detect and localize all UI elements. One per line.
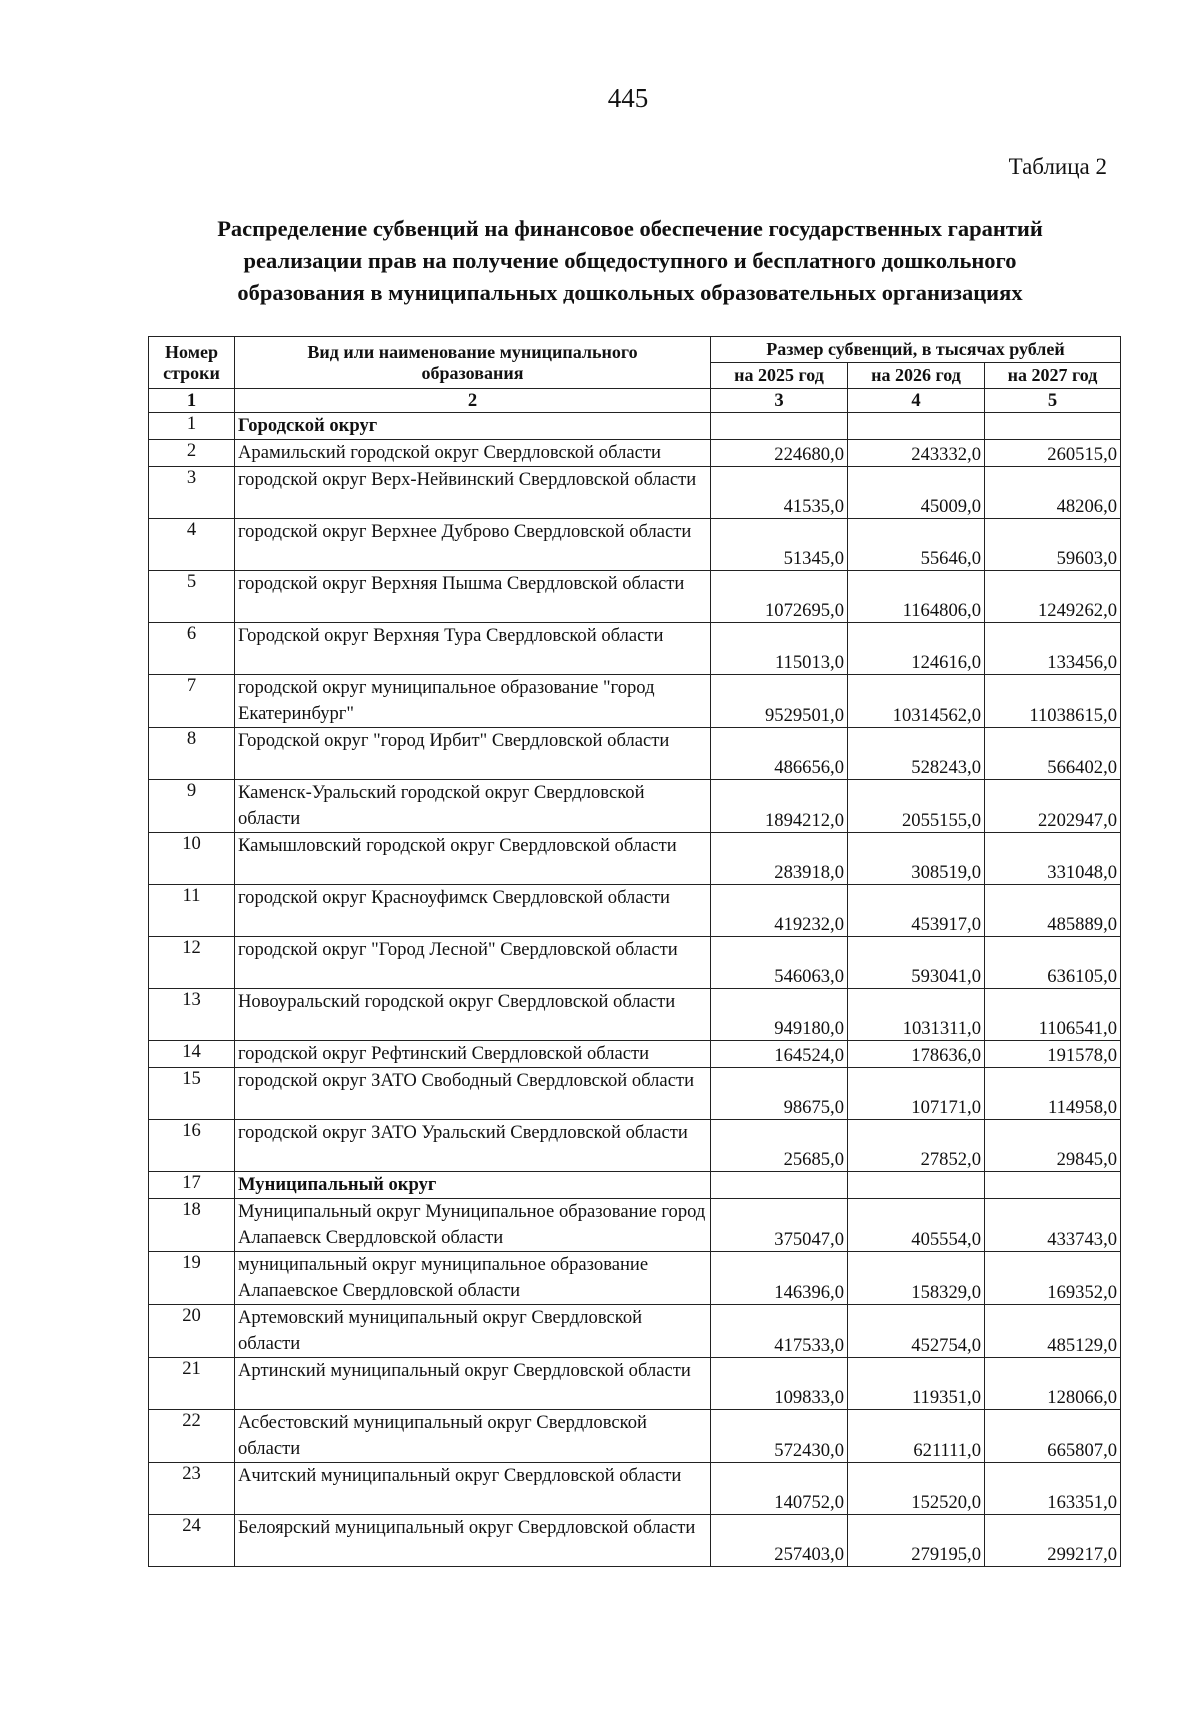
row-number-cell: 9 bbox=[149, 780, 235, 833]
amount-2027-cell: 114958,0 bbox=[985, 1068, 1121, 1120]
municipality-name-cell: Артинский муниципальный округ Свердловской области bbox=[235, 1358, 711, 1410]
row-number-cell: 1 bbox=[149, 413, 235, 440]
amount-2026-cell: 453917,0 bbox=[848, 885, 985, 937]
header-year-2026: на 2026 год bbox=[848, 363, 985, 389]
amount-2027-cell: 48206,0 bbox=[985, 467, 1121, 519]
municipality-name-cell: городской округ "Город Лесной" Свердловской области bbox=[235, 937, 711, 989]
amount-2025-cell: 486656,0 bbox=[711, 728, 848, 780]
amount-2026-cell: 27852,0 bbox=[848, 1120, 985, 1172]
table-row bbox=[149, 937, 1121, 989]
row-number-cell: 22 bbox=[149, 1410, 235, 1463]
header-year-2027: на 2027 год bbox=[985, 363, 1121, 389]
amount-2026-cell: 55646,0 bbox=[848, 519, 985, 571]
amount-2027-cell: 163351,0 bbox=[985, 1463, 1121, 1515]
table-row bbox=[149, 1410, 1121, 1463]
amount-2027-cell: 1249262,0 bbox=[985, 571, 1121, 623]
municipality-name-cell: городской округ ЗАТО Свободный Свердловской области bbox=[235, 1068, 711, 1120]
column-number: 5 bbox=[985, 389, 1121, 413]
amount-2027-cell: 485889,0 bbox=[985, 885, 1121, 937]
amount-2025-cell bbox=[711, 1172, 848, 1199]
row-number-cell: 10 bbox=[149, 833, 235, 885]
amount-2026-cell: 405554,0 bbox=[848, 1199, 985, 1252]
municipality-name-cell: городской округ Верхняя Пышма Свердловской области bbox=[235, 571, 711, 623]
amount-2027-cell: 2202947,0 bbox=[985, 780, 1121, 833]
table-label: Таблица 2 bbox=[1008, 154, 1107, 179]
header-municipality bbox=[235, 337, 711, 389]
amount-2026-cell: 107171,0 bbox=[848, 1068, 985, 1120]
table-row bbox=[149, 833, 1121, 885]
row-number-cell: 14 bbox=[149, 1041, 235, 1068]
amount-2027-cell bbox=[985, 1172, 1121, 1199]
row-number-cell: 11 bbox=[149, 885, 235, 937]
row-number-cell: 20 bbox=[149, 1305, 235, 1358]
row-number-cell: 7 bbox=[149, 675, 235, 728]
amount-2026-cell: 593041,0 bbox=[848, 937, 985, 989]
header-row-number bbox=[149, 337, 235, 389]
table-row bbox=[149, 1068, 1121, 1120]
header-amount-group: Размер субвенций, в тысячах рублей bbox=[711, 337, 1121, 363]
municipality-name-cell: Асбестовский муниципальный округ Свердловской области bbox=[235, 1410, 711, 1463]
table-row bbox=[149, 440, 1121, 467]
page-number: 445 bbox=[607, 83, 649, 113]
header-year-2025: на 2025 год bbox=[711, 363, 848, 389]
amount-2027-cell: 665807,0 bbox=[985, 1410, 1121, 1463]
municipality-name-cell: городской округ ЗАТО Уральский Свердловской области bbox=[235, 1120, 711, 1172]
amount-2026-cell: 2055155,0 bbox=[848, 780, 985, 833]
amount-2026-cell: 124616,0 bbox=[848, 623, 985, 675]
amount-2025-cell: 98675,0 bbox=[711, 1068, 848, 1120]
municipality-name-cell: городской округ Красноуфимск Свердловской области bbox=[235, 885, 711, 937]
document-title bbox=[140, 213, 1120, 309]
header-text: Номер bbox=[165, 341, 218, 362]
amount-2025-cell: 41535,0 bbox=[711, 467, 848, 519]
municipality-name-cell: Муниципальный округ Муниципальное образование город Алапаевск Свердловской области bbox=[235, 1199, 711, 1252]
table-row bbox=[149, 1305, 1121, 1358]
amount-2025-cell: 257403,0 bbox=[711, 1515, 848, 1567]
row-number-cell: 4 bbox=[149, 519, 235, 571]
municipality-name-cell: Новоуральский городской округ Свердловской области bbox=[235, 989, 711, 1041]
municipality-name-cell: городской округ муниципальное образование "город Екатеринбург" bbox=[235, 675, 711, 728]
row-number-cell: 12 bbox=[149, 937, 235, 989]
amount-2027-cell: 485129,0 bbox=[985, 1305, 1121, 1358]
municipality-name-cell: муниципальный округ муниципальное образование Алапаевское Свердловской области bbox=[235, 1252, 711, 1305]
amount-2027-cell: 191578,0 bbox=[985, 1041, 1121, 1068]
amount-2025-cell: 140752,0 bbox=[711, 1463, 848, 1515]
amount-2025-cell: 109833,0 bbox=[711, 1358, 848, 1410]
row-number-cell: 17 bbox=[149, 1172, 235, 1199]
amount-2025-cell: 51345,0 bbox=[711, 519, 848, 571]
amount-2026-cell: 119351,0 bbox=[848, 1358, 985, 1410]
table-row bbox=[149, 1358, 1121, 1410]
municipality-name-cell: городской округ Верхнее Дуброво Свердловской области bbox=[235, 519, 711, 571]
table-row bbox=[149, 1252, 1121, 1305]
header-text: Вид или наименование муниципального bbox=[307, 341, 638, 362]
amount-2026-cell: 452754,0 bbox=[848, 1305, 985, 1358]
amount-2027-cell: 59603,0 bbox=[985, 519, 1121, 571]
table-row bbox=[149, 1041, 1121, 1068]
row-number-cell: 6 bbox=[149, 623, 235, 675]
amount-2025-cell: 417533,0 bbox=[711, 1305, 848, 1358]
amount-2026-cell: 152520,0 bbox=[848, 1463, 985, 1515]
amount-2025-cell: 9529501,0 bbox=[711, 675, 848, 728]
amount-2027-cell: 128066,0 bbox=[985, 1358, 1121, 1410]
amount-2026-cell: 243332,0 bbox=[848, 440, 985, 467]
amount-2026-cell: 178636,0 bbox=[848, 1041, 985, 1068]
amount-2026-cell: 621111,0 bbox=[848, 1410, 985, 1463]
amount-2025-cell: 572430,0 bbox=[711, 1410, 848, 1463]
row-number-cell: 2 bbox=[149, 440, 235, 467]
municipality-name-cell: городской округ Рефтинский Свердловской области bbox=[235, 1041, 711, 1068]
table-row bbox=[149, 623, 1121, 675]
column-number: 2 bbox=[235, 389, 711, 413]
amount-2025-cell bbox=[711, 413, 848, 440]
table-row bbox=[149, 519, 1121, 571]
row-number-cell: 21 bbox=[149, 1358, 235, 1410]
amount-2025-cell: 419232,0 bbox=[711, 885, 848, 937]
amount-2027-cell: 29845,0 bbox=[985, 1120, 1121, 1172]
amount-2026-cell: 1031311,0 bbox=[848, 989, 985, 1041]
table-row bbox=[149, 1199, 1121, 1252]
table-row bbox=[149, 780, 1121, 833]
table-body bbox=[149, 413, 1121, 1567]
title-line: Распределение субвенций на финансовое обеспечение государственных гарантий bbox=[217, 216, 1043, 241]
municipality-name-cell: Городской округ "город Ирбит" Свердловской области bbox=[235, 728, 711, 780]
title-line: реализации прав на получение общедоступного и бесплатного дошкольного bbox=[243, 248, 1017, 273]
amount-2026-cell: 279195,0 bbox=[848, 1515, 985, 1567]
municipality-name-cell: Ачитский муниципальный округ Свердловской области bbox=[235, 1463, 711, 1515]
row-number-cell: 5 bbox=[149, 571, 235, 623]
municipality-name-cell: Артемовский муниципальный округ Свердловской области bbox=[235, 1305, 711, 1358]
amount-2026-cell bbox=[848, 413, 985, 440]
amount-2025-cell: 375047,0 bbox=[711, 1199, 848, 1252]
column-number: 3 bbox=[711, 389, 848, 413]
amount-2026-cell: 1164806,0 bbox=[848, 571, 985, 623]
header-text: строки bbox=[163, 362, 220, 383]
amount-2027-cell: 11038615,0 bbox=[985, 675, 1121, 728]
amount-2025-cell: 146396,0 bbox=[711, 1252, 848, 1305]
amount-2027-cell: 299217,0 bbox=[985, 1515, 1121, 1567]
municipality-name-cell: Камышловский городской округ Свердловской области bbox=[235, 833, 711, 885]
row-number-cell: 16 bbox=[149, 1120, 235, 1172]
amount-2027-cell bbox=[985, 413, 1121, 440]
amount-2025-cell: 115013,0 bbox=[711, 623, 848, 675]
table-row bbox=[149, 885, 1121, 937]
row-number-cell: 8 bbox=[149, 728, 235, 780]
title-line: образования в муниципальных дошкольных образовательных организациях bbox=[237, 280, 1023, 305]
amount-2025-cell: 224680,0 bbox=[711, 440, 848, 467]
table-row bbox=[149, 675, 1121, 728]
amount-2027-cell: 260515,0 bbox=[985, 440, 1121, 467]
subventions-table bbox=[148, 336, 1121, 1567]
section-row bbox=[149, 413, 1121, 440]
row-number-cell: 23 bbox=[149, 1463, 235, 1515]
row-number-cell: 3 bbox=[149, 467, 235, 519]
amount-2027-cell: 433743,0 bbox=[985, 1199, 1121, 1252]
amount-2026-cell bbox=[848, 1172, 985, 1199]
municipality-name-cell: Городской округ bbox=[235, 413, 711, 440]
table-row bbox=[149, 467, 1121, 519]
amount-2026-cell: 45009,0 bbox=[848, 467, 985, 519]
table-row bbox=[149, 728, 1121, 780]
amount-2027-cell: 331048,0 bbox=[985, 833, 1121, 885]
table-row bbox=[149, 989, 1121, 1041]
section-row bbox=[149, 1172, 1121, 1199]
row-number-cell: 15 bbox=[149, 1068, 235, 1120]
table-row bbox=[149, 1515, 1121, 1567]
municipality-name-cell: Муниципальный округ bbox=[235, 1172, 711, 1199]
table-row bbox=[149, 571, 1121, 623]
amount-2026-cell: 308519,0 bbox=[848, 833, 985, 885]
row-number-cell: 13 bbox=[149, 989, 235, 1041]
amount-2025-cell: 949180,0 bbox=[711, 989, 848, 1041]
amount-2025-cell: 25685,0 bbox=[711, 1120, 848, 1172]
table-row bbox=[149, 1120, 1121, 1172]
amount-2027-cell: 1106541,0 bbox=[985, 989, 1121, 1041]
amount-2027-cell: 133456,0 bbox=[985, 623, 1121, 675]
column-number: 4 bbox=[848, 389, 985, 413]
municipality-name-cell: Белоярский муниципальный округ Свердловской области bbox=[235, 1515, 711, 1567]
municipality-name-cell: городской округ Верх-Нейвинский Свердловской области bbox=[235, 467, 711, 519]
amount-2025-cell: 1894212,0 bbox=[711, 780, 848, 833]
amount-2027-cell: 169352,0 bbox=[985, 1252, 1121, 1305]
amount-2025-cell: 546063,0 bbox=[711, 937, 848, 989]
amount-2025-cell: 283918,0 bbox=[711, 833, 848, 885]
table-row bbox=[149, 1463, 1121, 1515]
row-number-cell: 18 bbox=[149, 1199, 235, 1252]
amount-2027-cell: 566402,0 bbox=[985, 728, 1121, 780]
column-number: 1 bbox=[149, 389, 235, 413]
amount-2026-cell: 10314562,0 bbox=[848, 675, 985, 728]
header-text: образования bbox=[421, 362, 524, 383]
row-number-cell: 24 bbox=[149, 1515, 235, 1567]
amount-2025-cell: 164524,0 bbox=[711, 1041, 848, 1068]
municipality-name-cell: Каменск-Уральский городской округ Свердловской области bbox=[235, 780, 711, 833]
amount-2025-cell: 1072695,0 bbox=[711, 571, 848, 623]
municipality-name-cell: Городской округ Верхняя Тура Свердловской области bbox=[235, 623, 711, 675]
amount-2026-cell: 158329,0 bbox=[848, 1252, 985, 1305]
row-number-cell: 19 bbox=[149, 1252, 235, 1305]
municipality-name-cell: Арамильский городской округ Свердловской области bbox=[235, 440, 711, 467]
amount-2026-cell: 528243,0 bbox=[848, 728, 985, 780]
amount-2027-cell: 636105,0 bbox=[985, 937, 1121, 989]
